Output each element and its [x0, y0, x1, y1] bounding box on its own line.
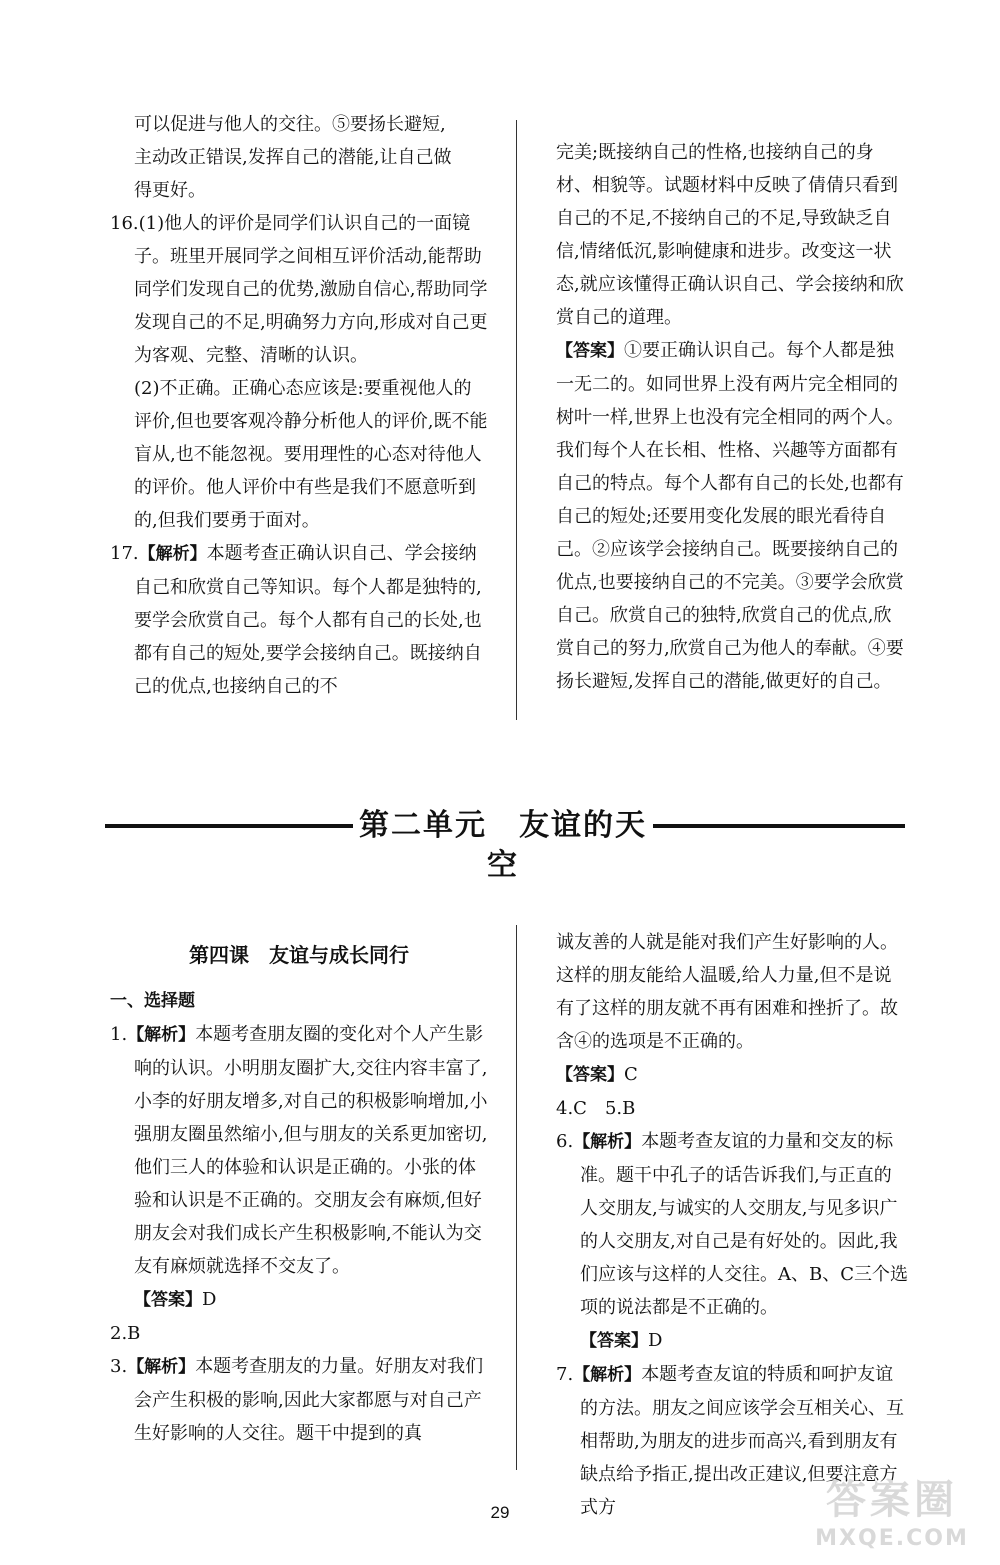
answer-tag: 【答案】 — [556, 1065, 624, 1085]
question-1-analysis — [110, 1018, 488, 1283]
question-16-part-1 — [110, 207, 488, 372]
question-6-analysis-text: 本题考查友谊的力量和交友的标准。题干中孔子的话告诉我们,与正直的人交朋友,与诚实的人交朋友,与见多识广的人交朋友,对自己是有好处的。因此,我们应该与这样的人交往。A、B、C三个选项的说法都是不正确的。 — [580, 1131, 908, 1318]
question-6-answer — [556, 1324, 908, 1358]
question-1-answer-value: D — [202, 1289, 217, 1310]
unit-title: 第二单元 友谊的天空 — [359, 808, 647, 883]
unit-title-rule-left — [105, 824, 353, 828]
page-number: 29 — [490, 1503, 510, 1522]
question-17-number: 17. — [110, 543, 139, 564]
continued-line-3: 得更好。 — [134, 180, 206, 201]
analysis-tag: 【解析】 — [138, 544, 207, 564]
question-17-analysis-text: 本题考查正确认识自己、学会接纳自己和欣赏自己等知识。每个人都是独特的,要学会欣赏自己。每个人都有自己的长处,也都有自己的短处,要学会接纳自己。既接纳自己的优点,也接纳自己的不 — [134, 543, 482, 697]
answer-tag: 【答案】 — [134, 1290, 202, 1310]
question-3-number: 3. — [110, 1356, 128, 1377]
column-divider-top — [516, 120, 517, 720]
continued-line-2: 主动改正错误,发挥自己的潜能,让自己做 — [134, 147, 452, 168]
watermark-url-text: MXQE.COM — [815, 1526, 969, 1551]
bottom-right-column — [556, 926, 908, 1524]
analysis-tag: 【解析】 — [573, 1132, 642, 1152]
question-1-answer — [110, 1283, 488, 1317]
question-3-analysis — [110, 1350, 488, 1450]
question-17-analysis-continued: 完美;既接纳自己的性格,也接纳自己的身材、相貌等。试题材料中反映了倩倩只看到自己的不足,不接纳自己的不足,导致缺乏自信,情绪低沉,影响健康和进步。改变这一状态,就应该懂得正确认识自己、学会接纳和欣赏自己的道理。 — [556, 142, 904, 328]
question-2-answer: 2.B — [110, 1323, 141, 1344]
question-16-part-2: (2)不正确。正确心态应该是:要重视他人的评价,但也要客观冷静分析他人的评价,既不能盲从,也不能忽视。要用理性的心态对待他人的评价。他人评价中有些是我们不愿意听到的,但我们要勇于面对。 — [134, 378, 488, 531]
unit-title-bar — [105, 806, 905, 883]
continued-line-1: 可以促进与他人的交往。⑤要扬长避短, — [134, 114, 446, 135]
question-3-answer — [556, 1058, 908, 1092]
question-3-answer-value: C — [624, 1064, 638, 1085]
question-16-part-1-text: (1)他人的评价是同学们认识自己的一面镜子。班里开展同学之间相互评价活动,能帮助同学们发现自己的优势,激励自信心,帮助同学发现自己的不足,明确努力方向,形成对自己更为客观、完整、清晰的认识。 — [134, 213, 488, 366]
question-17-answer — [556, 334, 908, 698]
question-7-analysis-text: 本题考查友谊的特质和呵护友谊的方法。朋友之间应该学会互相关心、互相帮助,为朋友的进步而高兴,看到朋友有缺点给予指正,提出改正建议,但要注意方式方 — [580, 1364, 904, 1518]
answer-tag: 【答案】 — [580, 1331, 648, 1351]
question-1-number: 1. — [110, 1024, 128, 1045]
question-3-analysis-text: 本题考查朋友的力量。好朋友对我们会产生积极的影响,因此大家都愿与对自己产生好影响的人交往。题干中提到的真 — [134, 1356, 484, 1444]
lesson-title: 第四课 友谊与成长同行 — [189, 943, 409, 967]
top-right-column — [556, 136, 908, 698]
unit-title-rule-right — [653, 824, 905, 828]
column-divider-bottom — [516, 925, 517, 1470]
analysis-tag: 【解析】 — [573, 1365, 642, 1385]
question-6-number: 6. — [556, 1131, 574, 1152]
question-6-analysis — [556, 1125, 908, 1324]
question-6-answer-value: D — [648, 1330, 663, 1351]
question-7-number: 7. — [556, 1364, 574, 1385]
watermark-logo — [792, 1476, 992, 1560]
section-title: 一、选择题 — [110, 991, 195, 1011]
question-16-number: 16. — [110, 213, 139, 234]
question-17-analysis — [110, 537, 488, 703]
question-4-5-answers: 4.C 5.B — [556, 1098, 636, 1119]
answer-tag: 【答案】 — [556, 341, 624, 361]
question-1-analysis-text: 本题考查朋友圈的变化对个人产生影响的认识。小明朋友圈扩大,交往内容丰富了,小李的好朋友增多,对自己的积极影响增加,小强朋友圈虽然缩小,但与朋友的关系更加密切,他们三人的体验和认识是正确的。小张的体验和认识是不正确的。交朋友会有麻烦,但好朋友会对我们成长产生积极影响,不能认为交友有麻烦就选择不交友了。 — [134, 1024, 488, 1277]
question-17-answer-text: ①要正确认识自己。每个人都是独一无二的。如同世界上没有两片完全相同的树叶一样,世界上也没有完全相同的两个人。我们每个人在长相、性格、兴趣等方面都有自己的特点。每个人都有自己的长处,也都有自己的短处;还要用变化发展的眼光看待自己。②应该学会接纳自己。既要接纳自己的优点,也要接纳自己的不完美。③要学会欣赏自己。欣赏自己的独特,欣赏自己的优点,欣赏自己的努力,欣赏自己为他人的奉献。④要扬长避短,发挥自己的潜能,做更好的自己。 — [556, 340, 904, 692]
top-left-column — [110, 108, 488, 703]
question-3-analysis-continued: 诚友善的人就是能对我们产生好影响的人。这样的朋友能给人温暖,给人力量,但不是说有了这样的朋友就不再有困难和挫折了。故含④的选项是不正确的。 — [556, 932, 898, 1052]
bottom-left-column — [110, 985, 488, 1450]
watermark-logo-text: 答案圈 — [826, 1477, 958, 1523]
analysis-tag: 【解析】 — [127, 1025, 196, 1045]
analysis-tag: 【解析】 — [127, 1357, 196, 1377]
